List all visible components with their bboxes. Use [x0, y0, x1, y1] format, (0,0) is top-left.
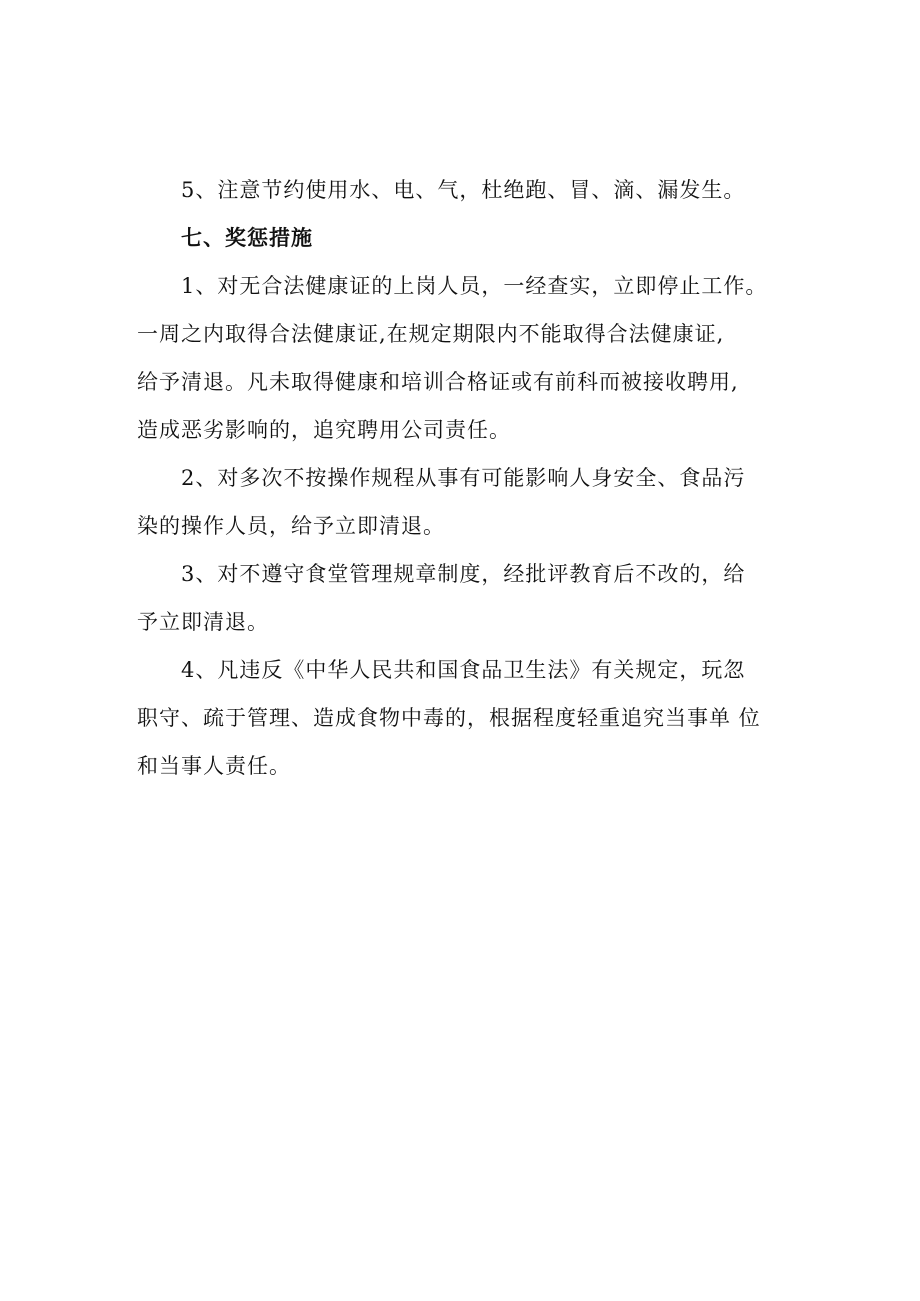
- paragraph-4-line-3: 和当事人责任。: [137, 754, 291, 778]
- paragraph-3-line-1: 3、对不遵守食堂管理规章制度，经批评教育后不改的，给: [181, 562, 746, 586]
- section-heading-rewards-penalties: 七、奖惩措施: [181, 226, 313, 250]
- paragraph-item-5-water-electricity: 5、注意节约使用水、电、气，杜绝跑、冒、滴、漏发生。: [181, 178, 746, 202]
- paragraph-1-line-2: 一周之内取得合法健康证,在规定期限内不能取得合法健康证,: [137, 322, 725, 346]
- paragraph-1-line-3: 给予清退。凡未取得健康和培训合格证或有前科而被接收聘用,: [137, 370, 739, 394]
- paragraph-2-line-1: 2、对多次不按操作规程从事有可能影响人身安全、食品污: [181, 466, 746, 490]
- paragraph-1-line-1: 1、对无合法健康证的上岗人员，一经查实，立即停止工作。: [181, 274, 768, 298]
- paragraph-3-line-2: 予立即清退。: [137, 610, 269, 634]
- paragraph-4-line-2: 职守、疏于管理、造成食物中毒的，根据程度轻重追究当事单 位: [137, 706, 761, 730]
- paragraph-4-line-1: 4、凡违反《中华人民共和国食品卫生法》有关规定，玩忽: [181, 658, 746, 682]
- paragraph-2-line-2: 染的操作人员，给予立即清退。: [137, 514, 445, 538]
- document-body: [137, 166, 797, 790]
- paragraph-1-line-4: 造成恶劣影响的，追究聘用公司责任。: [137, 418, 511, 442]
